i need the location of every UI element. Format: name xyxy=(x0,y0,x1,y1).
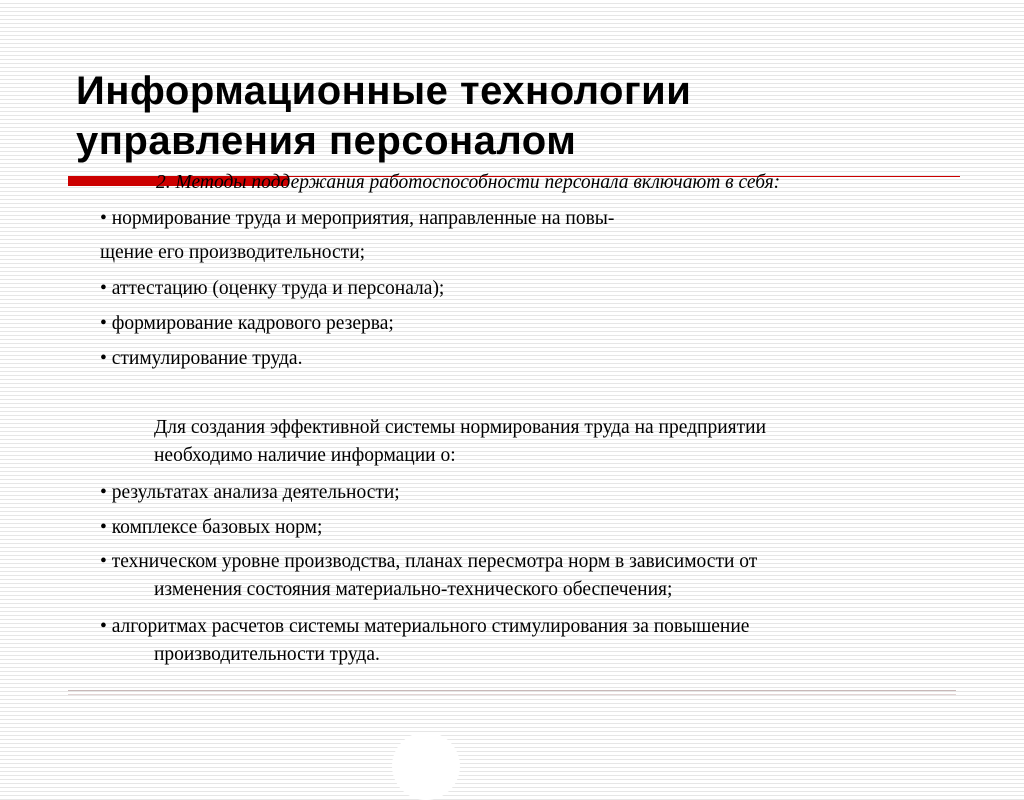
list-item-continuation: щение его производительности; xyxy=(100,242,366,263)
list-item-continuation: изменения состояния материально-технического обеспечения; xyxy=(154,579,673,600)
paragraph-line-1: Для создания эффективной системы нормирования труда на предприятии xyxy=(154,417,767,438)
list-item: • аттестацию (оценку труда и персонала); xyxy=(100,278,445,299)
footer-divider xyxy=(68,690,956,691)
list-item: • стимулирование труда. xyxy=(100,348,303,369)
list-item-continuation: производительности труда. xyxy=(154,644,380,665)
footer-divider-secondary xyxy=(68,694,956,695)
footer-circle-decoration xyxy=(392,732,460,800)
list-item: • результатах анализа деятельности; xyxy=(100,482,400,503)
slide-title xyxy=(76,66,976,166)
list-item: • нормирование труда и мероприятия, направленные на повы- xyxy=(100,208,615,229)
list-item: • алгоритмах расчетов системы материального стимулирования за повышение xyxy=(100,616,750,637)
list-item: • техническом уровне производства, планах пересмотра норм в зависимости от xyxy=(100,551,758,572)
slide-title-line-2: управления персоналом xyxy=(76,119,577,163)
intro-line: 2. Методы поддержания работоспособности персонала включают в себя: xyxy=(156,172,781,193)
paragraph-line-2: необходимо наличие информации о: xyxy=(154,445,456,466)
list-item: • комплексе базовых норм; xyxy=(100,517,323,538)
list-item: • формирование кадрового резерва; xyxy=(100,313,394,334)
slide-title-line-1: Информационные технологии xyxy=(76,69,692,113)
